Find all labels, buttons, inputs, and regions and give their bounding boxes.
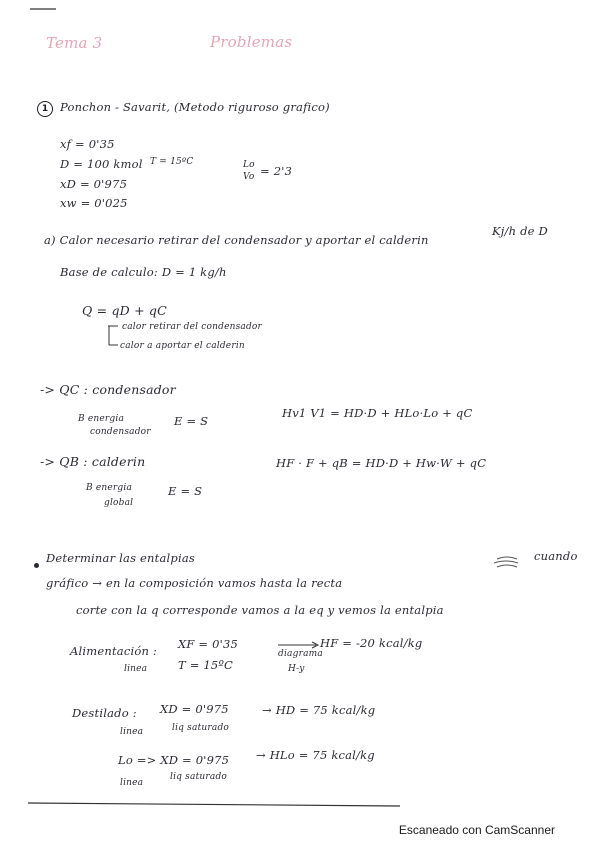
page-title-left: Tema 3 xyxy=(46,34,103,52)
heat-sum-equation: Q = qD + qC xyxy=(82,303,167,318)
page-title-right: Problemas xyxy=(210,33,293,51)
feed-label: Alimentación : xyxy=(70,644,158,658)
branch-condenser: calor retirar del condensador xyxy=(122,322,263,332)
enthalpy-step-line3: corte con la q corresponde vamos a la eq y vemos la entalpia xyxy=(76,603,444,617)
problem-number-badge: 1 xyxy=(37,101,53,117)
feed-composition: XF = 0'35 xyxy=(178,637,239,651)
problem-title: Ponchon - Savarit, (Metodo riguroso grafico) xyxy=(60,100,330,114)
scribble-3 xyxy=(497,565,517,567)
qc-balance-label-1: B energia xyxy=(78,414,125,424)
feed-line-label: linea xyxy=(124,664,148,674)
qb-balance-label-1: B energia xyxy=(86,483,133,493)
reflux-enthalpy-result: → HLo = 75 kcal/kg xyxy=(256,748,375,762)
qc-e-equals-s: E = S xyxy=(174,414,209,428)
reflux-line-label: linea xyxy=(120,778,144,788)
calculation-basis: Base de calculo: D = 1 kg/h xyxy=(60,265,227,279)
ratio-num: Lo xyxy=(243,160,255,170)
scanner-watermark: Escaneado con CamScanner xyxy=(398,823,555,837)
distillate-enthalpy-result: → HD = 75 kcal/kg xyxy=(262,703,376,717)
distillate-state: liq saturado xyxy=(172,723,230,733)
scribble-1 xyxy=(497,557,517,559)
arrow-label-top: diagrama xyxy=(278,649,323,659)
given-t: T = 15ºC xyxy=(150,157,194,167)
branch-reboiler: calor a aportar el calderin xyxy=(120,341,245,351)
bottom-rule xyxy=(28,803,400,806)
distillate-composition: XD = 0'975 xyxy=(160,702,229,716)
qb-heading: -> QB : calderin xyxy=(40,454,146,469)
reflux-state: liq saturado xyxy=(170,772,228,782)
arrow-label-bottom: H-y xyxy=(288,664,305,674)
qc-balance-label-2: condensador xyxy=(90,427,151,437)
given-d: D = 100 kmol xyxy=(60,157,143,171)
feed-temperature: T = 15ºC xyxy=(178,658,234,672)
feed-enthalpy-result: HF = -20 kcal/kg xyxy=(320,636,423,650)
scribble-2 xyxy=(494,561,518,563)
part-a-statement: a) Calor necesario retirar del condensador y aportar el calderin xyxy=(44,233,429,247)
reflux-label: Lo => XD = 0'975 xyxy=(118,753,230,767)
enthalpy-step-tail: cuando xyxy=(534,549,578,563)
ratio-den: Vo xyxy=(243,172,255,182)
qb-energy-equation: HF · F + qB = HD·D + Hw·W + qC xyxy=(276,456,487,470)
qb-e-equals-s: E = S xyxy=(168,484,203,498)
distillate-line-label: linea xyxy=(120,727,144,737)
enthalpy-step-line2: gráfico → en la composición vamos hasta la recta xyxy=(46,576,343,590)
part-a-units: Kj/h de D xyxy=(492,224,548,238)
distillate-label: Destilado : xyxy=(72,706,137,720)
qb-balance-label-2: global xyxy=(104,498,134,508)
ratio-value: = 2'3 xyxy=(260,164,293,178)
given-xd: xD = 0'975 xyxy=(60,177,128,191)
qc-energy-equation: Hv1 V1 = HD·D + HLo·Lo + qC xyxy=(282,406,473,420)
given-xf: xf = 0'35 xyxy=(60,137,115,151)
enthalpy-step-title: Determinar las entalpias xyxy=(46,551,196,565)
qc-heading: -> QC : condensador xyxy=(40,382,176,397)
given-xw: xw = 0'025 xyxy=(60,196,128,210)
enthalpy-bullet xyxy=(34,563,39,568)
